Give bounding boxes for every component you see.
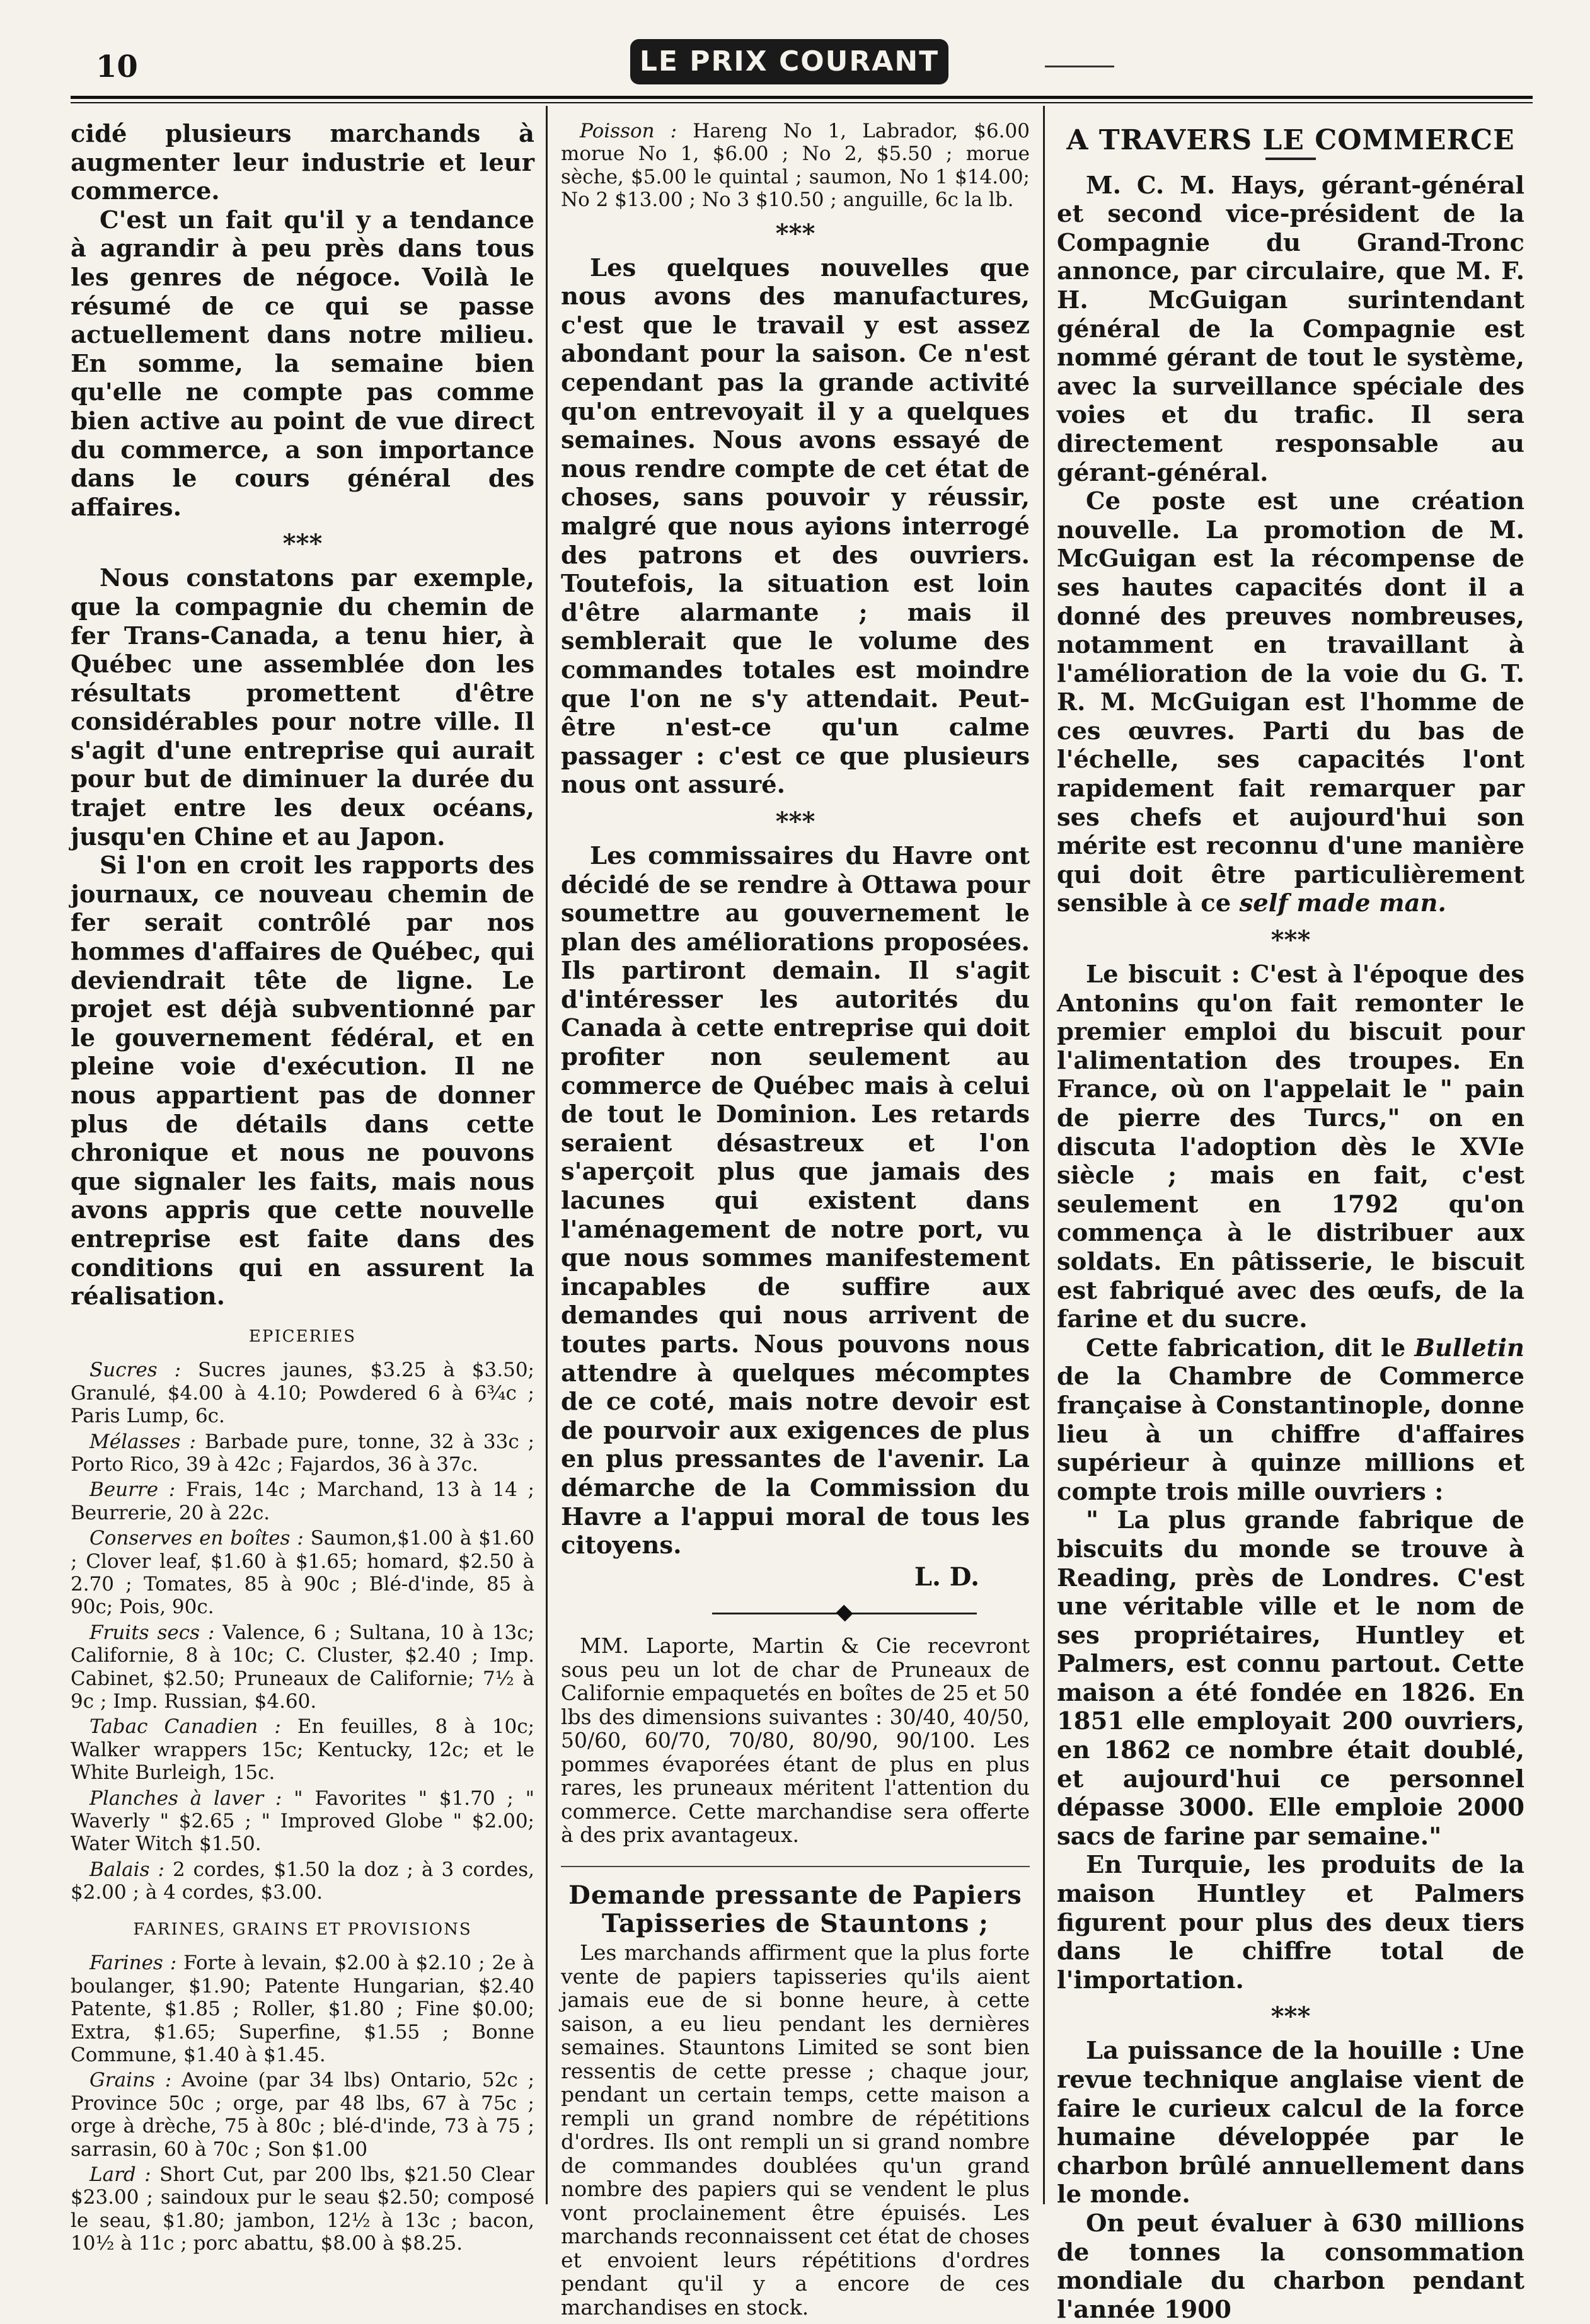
paragraph: Le biscuit : C'est à l'époque des Antonins qu'on fait remonter le premier emploi du biscuit pour l'alimentation des troupes. En France, où on l'appelait le " pain de pierre des Turcs," on en discuta l'adoption dès le XVIe siècle ; mais en fait, c'est seulement en 1792 qu'on commença à le distribuer aux soldats. En pâtisserie, le biscuit est fabriqué avec des œufs, de la farine et du sucre. — [1057, 960, 1524, 1334]
paragraph: On peut évaluer à 630 millions de tonnes la consommation mondiale du charbon pendant l'année 1900 — [1057, 2209, 1524, 2324]
price-entry: Sucres : Sucres jaunes, $3.25 à $3.50; Granulé, $4.00 à 4.10; Powdered 6 à 6¾c ; Paris Lump, 6c. — [71, 1359, 535, 1428]
paragraph: M. C. M. Hays, gérant-général et second vice-président de la Compagnie du Grand-Tronc annonce, par circulaire, que M. F. H. McGuigan surintendant général de la Compagnie est nommé gérant de tout le système, avec la surveillance spéciale des voies et du trafic. Il sera directement responsable au gérant-général. — [1057, 171, 1524, 487]
column-1 — [71, 120, 535, 2255]
paragraph: En Turquie, les produits de la maison Huntley et Palmers figurent pour plus des deux tiers dans le chiffre total de l'importation. — [1057, 1851, 1524, 1994]
paragraph: C'est un fait qu'il y a tendance à agrandir à peu près dans tous les genres de négoce. Voilà le résumé de ce qui se passe actuellement dans notre milieu. En somme, la semaine bien qu'elle ne compte pas comme bien active au point de vue direct du commerce, a son importance dans le cours général des affaires. — [71, 205, 534, 522]
title-rule — [1265, 158, 1316, 160]
epiceries-heading: EPICERIES — [248, 1326, 357, 1346]
paragraph: Ce poste est une création nouvelle. La promotion de M. McGuigan est la récompense de ses hautes capacités dont il a donné des preuves nombreuses, notamment en travaillant à l'amélioration de la voie du G. T. R. M. McGuigan est l'homme de ces œuvres. Parti du bas de l'échelle, ses capacités l'ont rapidement fait remarquer par ses chefs et aujourd'hui son mérite est reconnu d'une manière qui doit être particulièrement sensible à ce self made man. — [1057, 487, 1524, 918]
column-divider-2 — [1043, 106, 1045, 2204]
paragraph: cidé plusieurs marchands à augmenter leur industrie et leur commerce. — [71, 120, 534, 206]
top-rule — [71, 96, 1533, 99]
laporte-notice: MM. Laporte, Martin & Cie recevront sous peu un lot de char de Pruneaux de Californie empaquetés en boîtes de 25 et 50 lbs des dimensions suivantes : 30/40, 40/50, 50/60, 60/70, 70/80, 80/90, 90/100. Les pommes évaporées étant de plus en plus rares, les pruneaux méritent l'attention du commerce. Cette marchandise sera offerte à des prix avantageux. — [561, 1633, 1030, 1848]
price-entry: Beurre : Frais, 14c ; Marchand, 13 à 14 ; Beurrerie, 20 à 22c. — [71, 1478, 534, 1524]
price-entry: Lard : Short Cut, par 200 lbs, $21.50 Clear $23.00 ; saindoux pur le seau $2.50; composé le seau, $1.80; jambon, 12½ à 13c ; bacon, 10½ à 11c ; porc abattu, $8.00 à $8.25. — [71, 2163, 534, 2255]
ornament-divider — [561, 1602, 1030, 1624]
paragraph: La puissance de la houille : Une revue technique anglaise vient de faire le curieux calcul de la force humaine développée par le charbon brûlé annuellement dans le monde. — [1057, 2037, 1524, 2209]
masthead-logo: LE PRIX COURANT — [630, 39, 948, 84]
paragraph: " La plus grande fabrique de biscuits du monde se trouve à Reading, près de Londres. C'est une véritable ville et le nom de ses propriétaires, Huntley et Palmers, est connu partout. Cette maison a été fondée en 1826. En 1851 elle employait 200 ouvriers, en 1862 ce nombre était doublé, et aujourd'hui ce personnel dépasse 3000. Elle emploie 2000 sacs de farine par semaine." — [1057, 1506, 1524, 1851]
paragraph: Nous constatons par exemple, que la compagnie du chemin de fer Trans-Canada, a tenu hier, à Québec une assemblée don les résultats promettent d'être considérables pour notre ville. Il s'agit d'une entreprise qui aurait pour but de diminuer la durée du trajet entre les deux océans, jusqu'en Chine et au Japon. — [71, 564, 534, 851]
column-3 — [1057, 120, 1525, 2324]
paragraph: Si l'on en croit les rapports des journaux, ce nouveau chemin de fer serait contrôlé par nos hommes d'affaires de Québec, qui deviendrait tête de ligne. Le projet est déjà subventionné par le gouvernement fédéral, et en pleine voie d'exécution. Il ne nous appartient pas de donner plus de détails dans cette chronique et nous ne pouvons que signaler les faits, mais nous avons appris que cette nouvelle entreprise est faite dans des conditions qui en assurent la réalisation. — [71, 851, 534, 1311]
section-stars: *** — [1270, 925, 1311, 955]
section-stars: *** — [1270, 2001, 1311, 2032]
poisson-prices — [561, 120, 1030, 212]
price-entry: Tabac Canadien : En feuilles, 8 à 10c; Walker wrappers 15c; Kentucky, 12c; et le White Burleigh, 15c. — [71, 1715, 535, 1785]
column-2 — [561, 120, 1030, 2320]
demande-body: Les marchands affirment que la plus forte vente de papiers tapisseries qu'ils aient jamais eue de si bonne heure, à cette saison, a eu lieu pendant les dernières semaines. Stauntons Limited se sont bien ressentis de cette presse ; chaque jour, pendant un certain temps, cette maison a rempli un grand nombre de répétitions d'ordres. Ils ont rempli un si grand nombre de commandes doublées qu'un grand nombre des papiers qui se vendent le plus vont proclainement être épuisés. Les marchands reconnaissent cet état de choses et envoient leurs répétitions d'ordres pendant qu'il y a encore de ces marchandises en stock. — [561, 1940, 1030, 2320]
price-entry: Planches à laver : " Favorites " $1.70 ; " Waverly " $2.65 ; " Improved Globe " $2.00; Water Witch $1.50. — [71, 1786, 534, 1856]
farines-heading: FARINES, GRAINS ET PROVISIONS — [133, 1919, 472, 1939]
column-divider-1 — [546, 106, 548, 2204]
price-entry: Farines : Forte à levain, $2.00 à $2.10 ; 2e à boulanger, $1.90; Patente Hungarian, $2.40 Patente, $1.85 ; Roller, $1.80 ; Fine $0.00; Extra, $1.65; Superfine, $1.55 ; Bonne Commune, $1.40 à $1.45. — [71, 1952, 534, 2066]
paragraph: Cette fabrication, dit le Bulletin de la Chambre de Commerce française à Constantinople, donne lieu à un chiffre d'affaires supérieur à quinze millions et compte trois mille ouvriers : — [1057, 1333, 1525, 1506]
demande-title: Demande pressante de Papiers Tapisseries de Stauntons ; — [568, 1880, 1022, 1939]
farines-prices — [71, 1952, 534, 2255]
price-entry: Grains : Avoine (par 34 lbs) Ontario, 52c ; Province 50c ; orge, par 48 lbs, 67 à 75c ; orge à drèche, 75 à 80c ; blé-d'inde, 73 à 75 ; sarrasin, 60 à 70c ; Son $1.00 — [71, 2069, 535, 2161]
top-rule-thin — [71, 102, 1533, 103]
masthead — [0, 0, 1590, 95]
section-title: A TRAVERS LE COMMERCE — [1066, 124, 1515, 156]
section-stars: *** — [775, 806, 815, 836]
price-entry: Poisson : Hareng No 1, Labrador, $6.00 morue No 1, $6.00 ; No 2, $5.50 ; morue sèche, $5.00 le quintal ; saumon, No 1 $14.00; No 2 $13.00 ; No 3 $10.50 ; anguille, 6c la lb. — [561, 120, 1030, 212]
page-number: 10 — [96, 49, 138, 84]
epiceries-prices — [71, 1359, 534, 1904]
header-dash — [1045, 66, 1114, 67]
price-entry: Conserves en boîtes : Saumon,$1.00 à $1.60 ; Clover leaf, $1.60 à $1.65; homard, $2.50 à 2.70 ; Tomates, 85 à 90c ; Blé-d'inde, 85 à 90c; Pois, 90c. — [71, 1527, 535, 1619]
paragraph: Les quelques nouvelles que nous avons des manufactures, c'est que le travail y est assez abondant pour la saison. Ce n'est cependant pas la grande activité qu'on entrevoyait il y a quelques semaines. Nous avons essayé de nous rendre compte de cet état de choses, sans pouvoir y réussir, malgré que nous ayions interrogé des patrons et des ouvriers. Toutefois, la situation est loin d'être alarmante ; mais il semblerait que le volume des commandes totales est moindre que l'on ne s'y attendait. Peut-être n'est-ce qu'un calme passager : c'est ce que plusieurs nous ont assuré. — [561, 253, 1030, 800]
signature: L. D. — [914, 1562, 979, 1592]
section-stars: *** — [775, 218, 815, 248]
price-entry: Balais : 2 cordes, $1.50 la doz ; à 3 cordes, $2.00 ; à 4 cordes, $3.00. — [71, 1858, 534, 1904]
price-entry: Mélasses : Barbade pure, tonne, 32 à 33c ; Porto Rico, 39 à 42c ; Fajardos, 36 à 37c. — [71, 1430, 535, 1476]
paragraph: Les commissaires du Havre ont décidé de se rendre à Ottawa pour soumettre au gouvernement le plan des améliorations proposées. Ils partiront demain. Il s'agit d'intéresser les autorités du Canada à cette entreprise qui doit profiter non seulement au commerce de Québec mais à celui de tout le Dominion. Les retards seraient désastreux et l'on s'aperçoit plus que jamais des lacunes qui existent dans l'aménagement de notre port, vu que nous sommes manifestement incapables de suffire aux demandes qui nous arrivent de toutes parts. Nous pouvons nous attendre à quelques mécomptes de ce coté, mais notre devoir est de pourvoir aux exigences de plus en plus pressantes de l'avenir. La démarche de la Commission du Havre a l'appui moral de tous les citoyens. — [561, 841, 1030, 1560]
section-stars: *** — [282, 529, 323, 559]
divider — [561, 1866, 1030, 1867]
price-entry: Fruits secs : Valence, 6 ; Sultana, 10 à 13c; Californie, 8 à 10c; C. Cluster, $2.40 ; Imp. Cabinet, $2.50; Pruneaux de Californie; 7½ à 9c ; Imp. Russian, $4.60. — [71, 1621, 534, 1713]
